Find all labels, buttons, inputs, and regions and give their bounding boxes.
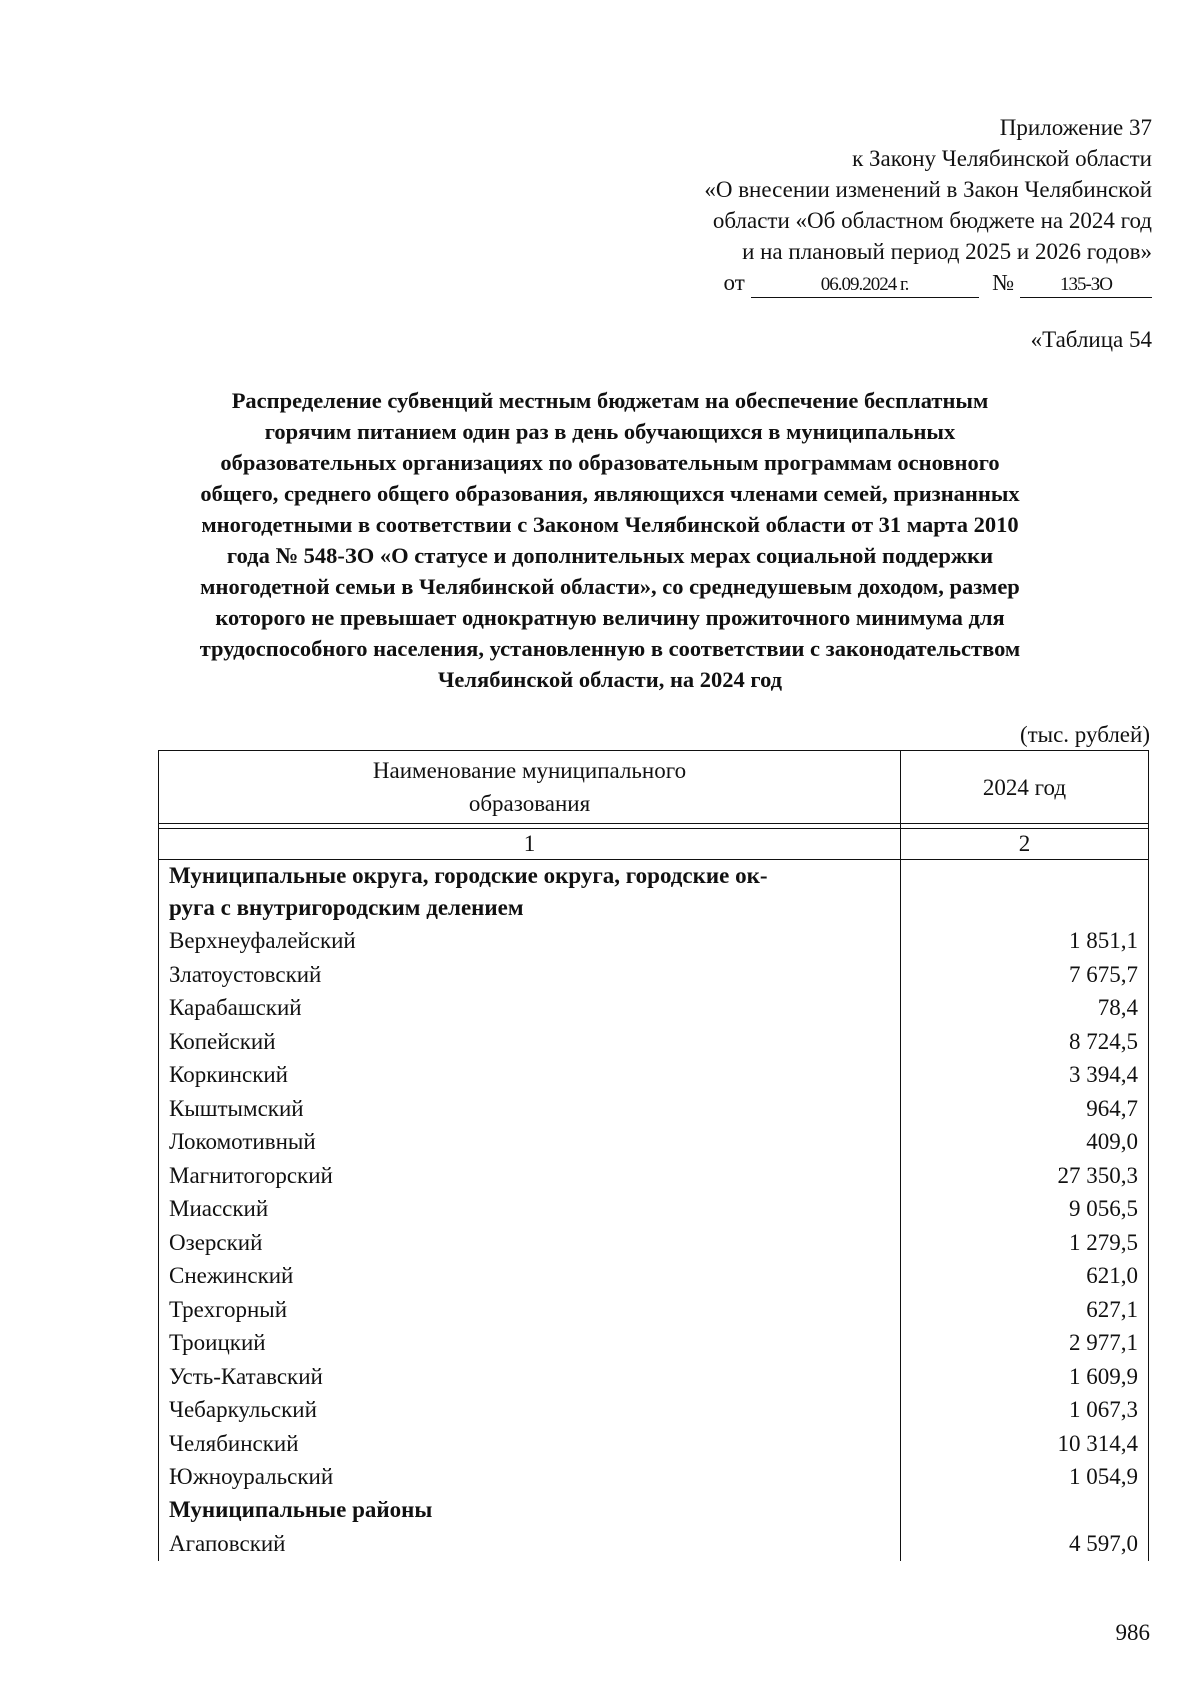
header-municipality: Наименование муниципального образования: [159, 751, 901, 824]
table-row: [159, 1159, 1149, 1193]
table-row: [159, 1058, 1149, 1092]
table-row: [159, 1226, 1149, 1260]
title-line: многодетными в соответствии с Законом Челябинской области от 31 марта 2010: [201, 512, 1019, 537]
municipality-name: Снежинский: [159, 1259, 901, 1293]
title-line: образовательных организациях по образовательным программам основного: [220, 450, 1000, 475]
municipality-name: Челябинский: [159, 1427, 901, 1461]
table-row: [159, 1259, 1149, 1293]
document-title: [150, 385, 1070, 695]
municipality-name: Коркинский: [159, 1058, 901, 1092]
table-row: [159, 1025, 1149, 1059]
column-number-2: 2: [901, 829, 1149, 860]
units-label: (тыс. рублей): [1019, 722, 1150, 747]
subvention-value: 627,1: [901, 1293, 1149, 1327]
municipality-name: Кыштымский: [159, 1092, 901, 1126]
municipality-name: Южноуральский: [159, 1460, 901, 1494]
municipality-name: Озерский: [159, 1226, 901, 1260]
subvention-value: 4 597,0: [901, 1527, 1149, 1561]
date-prefix: от: [723, 270, 745, 295]
municipality-name: Верхнеуфалейский: [159, 924, 901, 958]
municipality-name: Троицкий: [159, 1326, 901, 1360]
municipality-name: Копейский: [159, 1025, 901, 1059]
title-line: многодетной семьи в Челябинской области», со среднедушевым доходом, размер: [200, 574, 1020, 599]
column-number-1: 1: [159, 829, 901, 860]
table-row: [159, 1192, 1149, 1226]
table-header-row: [159, 751, 1149, 824]
subvention-value: 27 350,3: [901, 1159, 1149, 1193]
appendix-line: и на плановый период 2025 и 2026 годов»: [742, 239, 1152, 264]
table-row: [159, 1092, 1149, 1126]
section-heading-row: [159, 860, 1149, 925]
subvention-value: 1 067,3: [901, 1393, 1149, 1427]
number-prefix: №: [992, 270, 1015, 295]
section-heading: Муниципальные округа, городские округа, городские ок- руга с внутригородским делением: [159, 860, 901, 925]
table-row: [159, 958, 1149, 992]
municipality-name: Чебаркульский: [159, 1393, 901, 1427]
title-line: трудоспособного населения, установленную в соответствии с законодательством: [199, 636, 1021, 661]
table-row: [159, 1460, 1149, 1494]
subvention-value: 409,0: [901, 1125, 1149, 1159]
title-line: Распределение субвенций местным бюджетам на обеспечение бесплатным: [231, 388, 989, 413]
municipality-name: Агаповский: [159, 1527, 901, 1561]
table-row: [159, 1326, 1149, 1360]
table-row: [159, 1125, 1149, 1159]
municipality-name: Локомотивный: [159, 1125, 901, 1159]
title-line: Челябинской области, на 2024 год: [437, 667, 783, 692]
subvention-value: 964,7: [901, 1092, 1149, 1126]
table-reference: «Таблица 54: [1030, 327, 1152, 352]
municipality-name: Миасский: [159, 1192, 901, 1226]
appendix-line: области «Об областном бюджете на 2024 год: [712, 208, 1152, 233]
subvention-value: 3 394,4: [901, 1058, 1149, 1092]
table-row: [159, 1527, 1149, 1561]
law-date: 06.09.2024 г.: [751, 273, 979, 298]
subvention-value: 9 056,5: [901, 1192, 1149, 1226]
column-number-row: [159, 829, 1149, 860]
municipality-name: Златоустовский: [159, 958, 901, 992]
municipality-name: Карабашский: [159, 991, 901, 1025]
subvention-value: 1 279,5: [901, 1226, 1149, 1260]
table-row: [159, 1427, 1149, 1461]
municipality-name: Магнитогорский: [159, 1159, 901, 1193]
municipality-name: Усть-Катавский: [159, 1360, 901, 1394]
subvention-value: 10 314,4: [901, 1427, 1149, 1461]
title-line: которого не превышает однократную величину прожиточного минимума для: [215, 605, 1005, 630]
table-row: [159, 1393, 1149, 1427]
municipality-name: Трехгорный: [159, 1293, 901, 1327]
appendix-line: к Закону Челябинской области: [852, 146, 1152, 171]
title-line: года № 548-ЗО «О статусе и дополнительных мерах социальной поддержки: [226, 543, 994, 568]
table-row: [159, 1293, 1149, 1327]
subvention-value: 2 977,1: [901, 1326, 1149, 1360]
table-row: [159, 991, 1149, 1025]
section-heading-row: [159, 1494, 1149, 1528]
title-line: общего, среднего общего образования, являющихся членами семей, признанных: [200, 481, 1020, 506]
header-year: 2024 год: [901, 751, 1149, 824]
appendix-header: [532, 112, 1152, 298]
table-row: [159, 924, 1149, 958]
law-number: 135-ЗО: [1020, 273, 1152, 298]
page-number: 986: [1115, 1620, 1150, 1645]
section-heading: Муниципальные районы: [159, 1494, 901, 1528]
subvention-value: 7 675,7: [901, 958, 1149, 992]
subvention-value: 78,4: [901, 991, 1149, 1025]
subvention-value: 1 609,9: [901, 1360, 1149, 1394]
subvention-value: 621,0: [901, 1259, 1149, 1293]
subvention-value: 8 724,5: [901, 1025, 1149, 1059]
subvention-value: 1 851,1: [901, 924, 1149, 958]
appendix-line: Приложение 37: [999, 115, 1152, 140]
appendix-signature-line: [532, 267, 1152, 298]
appendix-line: «О внесении изменений в Закон Челябинской: [704, 177, 1152, 202]
title-line: горячим питанием один раз в день обучающихся в муниципальных: [264, 419, 956, 444]
table-row: [159, 1360, 1149, 1394]
subvention-table: [158, 750, 1149, 1561]
subvention-value: 1 054,9: [901, 1460, 1149, 1494]
